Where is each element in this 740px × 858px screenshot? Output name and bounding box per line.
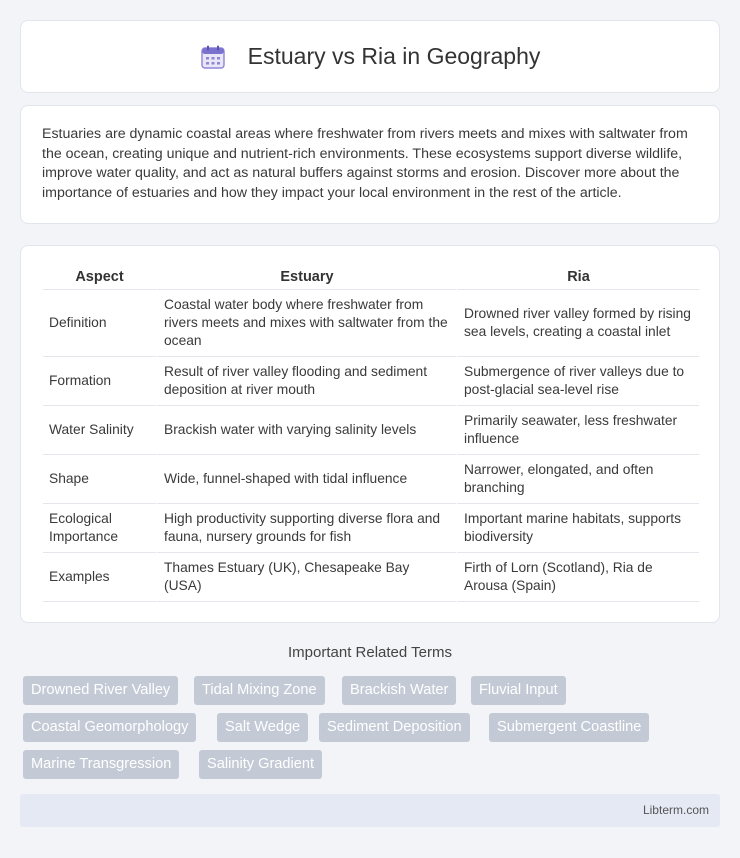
intro-text: Estuaries are dynamic coastal areas where freshwater from rivers meets and mixes with saltwater from the ocean, creating unique and nutrient-rich environments. These ecosystems support diverse wildlife, improve water quality, and act as natural buffers against storms and erosion. Discover more about the importance of estuaries and how they impact your local environment in the rest of the article.: [42, 126, 688, 201]
aspect-cell: Formation: [43, 357, 156, 406]
header-estuary: Estuary: [156, 264, 456, 290]
aspect-cell: Definition: [43, 290, 156, 357]
tag-salt-wedge[interactable]: Salt Wedge: [217, 713, 308, 742]
tag-sediment-deposition[interactable]: Sediment Deposition: [319, 713, 470, 742]
page-title: Estuary vs Ria in Geography: [247, 43, 541, 69]
estuary-cell: Brackish water with varying salinity levels: [156, 406, 456, 455]
related-terms-title: Important Related Terms: [288, 644, 452, 661]
tag-marine-transgression[interactable]: Marine Transgression: [23, 750, 179, 779]
aspect-cell: Ecological Importance: [43, 504, 156, 553]
comparison-table: [43, 264, 699, 602]
calendar-icon: [200, 44, 226, 70]
ria-cell: Primarily seawater, less freshwater influence: [456, 406, 699, 455]
estuary-cell: Result of river valley flooding and sediment deposition at river mouth: [156, 357, 456, 406]
table-header-row: [43, 264, 699, 290]
aspect-cell: Examples: [43, 553, 156, 602]
table-row: [43, 455, 699, 504]
estuary-cell: Wide, funnel-shaped with tidal influence: [156, 455, 456, 504]
footer-site-link[interactable]: Libterm.com: [642, 803, 709, 817]
ria-cell: Firth of Lorn (Scotland), Ria de Arousa (Spain): [456, 553, 699, 602]
tag-coastal-geomorphology[interactable]: Coastal Geomorphology: [23, 713, 196, 742]
table-row: [43, 553, 699, 602]
table-row: [43, 406, 699, 455]
table-row: [43, 504, 699, 553]
ria-cell: Narrower, elongated, and often branching: [456, 455, 699, 504]
tag-tidal-mixing-zone[interactable]: Tidal Mixing Zone: [194, 676, 325, 705]
tag-salinity-gradient[interactable]: Salinity Gradient: [199, 750, 322, 779]
intro-card: [20, 105, 720, 224]
estuary-cell: High productivity supporting diverse flora and fauna, nursery grounds for fish: [156, 504, 456, 553]
comparison-card: [20, 245, 720, 623]
aspect-cell: Shape: [43, 455, 156, 504]
header-ria: Ria: [456, 264, 699, 290]
header-aspect: Aspect: [43, 264, 156, 290]
estuary-cell: Coastal water body where freshwater from rivers meets and mixes with saltwater from the ocean: [156, 290, 456, 357]
title-card: [20, 20, 720, 93]
tag-submergent-coastline[interactable]: Submergent Coastline: [489, 713, 649, 742]
table-row: [43, 357, 699, 406]
ria-cell: Drowned river valley formed by rising sea levels, creating a coastal inlet: [456, 290, 699, 357]
tag-drowned-river-valley[interactable]: Drowned River Valley: [23, 676, 178, 705]
tag-fluvial-input[interactable]: Fluvial Input: [471, 676, 566, 705]
ria-cell: Important marine habitats, supports biodiversity: [456, 504, 699, 553]
footer: [20, 794, 720, 827]
table-row: [43, 290, 699, 357]
tag-brackish-water[interactable]: Brackish Water: [342, 676, 456, 705]
estuary-cell: Thames Estuary (UK), Chesapeake Bay (USA): [156, 553, 456, 602]
aspect-cell: Water Salinity: [43, 406, 156, 455]
ria-cell: Submergence of river valleys due to post-glacial sea-level rise: [456, 357, 699, 406]
